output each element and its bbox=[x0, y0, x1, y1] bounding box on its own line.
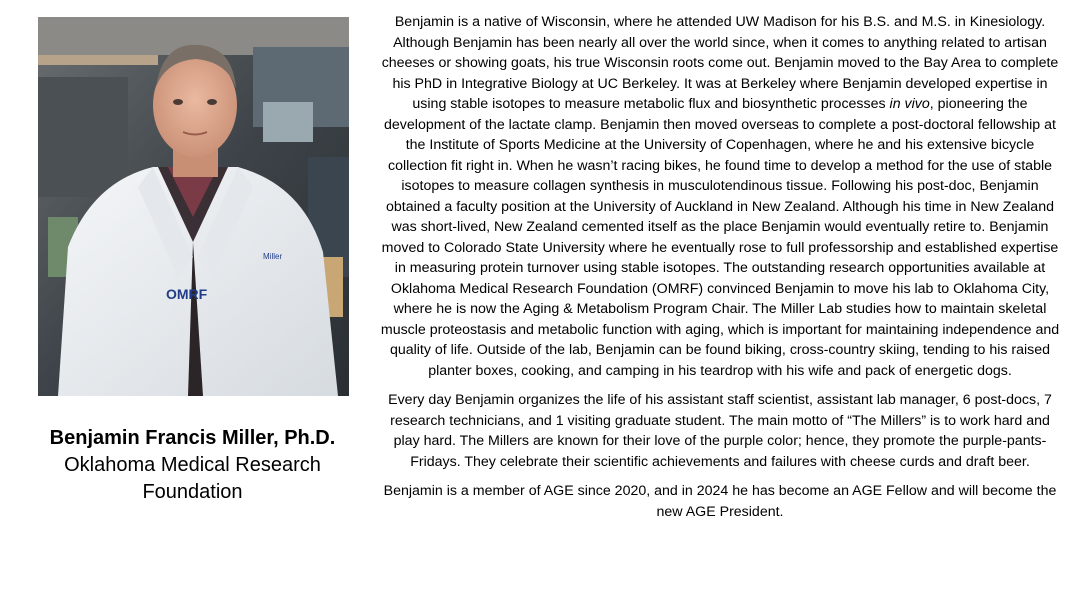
coat-logo: OMRF bbox=[166, 286, 208, 302]
bio-paragraph-1 bbox=[380, 12, 1060, 381]
portrait-photo bbox=[38, 17, 349, 396]
organization-line-2: Foundation bbox=[142, 481, 243, 503]
bio-p1-text: Benjamin is a native of Wisconsin, where he attended UW Madison for his B.S. and M.S. in Kinesiology. Although Benjamin has been nearly all over the world since, when it comes to anything related to artisan cheeses or showing goats, his true Wisconsin roots come out. Benjamin moved to the Bay Area to complete his PhD in Integrative Biology at UC Berkeley. It was at Berkeley where Benjamin developed expertise in using stable isotopes to measure metabolic flux and biosynthetic processes bbox=[381, 14, 1059, 112]
profile-caption bbox=[20, 425, 365, 506]
portrait-illustration bbox=[38, 17, 349, 396]
biography bbox=[380, 12, 1060, 522]
bio-p1-italic: in vivo bbox=[889, 96, 930, 112]
coat-name-embroidery: Miller bbox=[263, 252, 283, 261]
bio-paragraph-3: Benjamin is a member of AGE since 2020, and in 2024 he has become an AGE Fellow and will become the new AGE President. bbox=[383, 483, 1057, 520]
organization-line-1: Oklahoma Medical Research bbox=[64, 454, 321, 476]
bio-paragraph-2: Every day Benjamin organizes the life of his assistant staff scientist, assistant lab manager, 6 post-docs, 7 research technicians, and 1 visiting graduate student. The main motto of “The Millers” is to work hard and play hard. The Millers are known for their love of the purple color; hence, they promote the purple-pants-Fridays. They celebrate their scientific achievements and failures with cheese curds and draft beer. bbox=[388, 392, 1052, 470]
person-name: Benjamin Francis Miller, Ph.D. bbox=[49, 427, 336, 449]
bio-p1-text-cont: , pioneering the development of the lactate clamp. Benjamin then moved overseas to complete a post-doctoral fellowship at the Institute of Sports Medicine at the University of Copenhagen, where he and his extensive bicycle collection fit right in. When he wasn’t racing bikes, he found time to develop a method for the use of stable isotopes to measure collagen synthesis in musculotendinous tissue. Following his post-doc, Benjamin obtained a faculty position at the University of Auckland in New Zealand. Although his time in New Zealand was short-lived, New Zealand cemented itself as the place Benjamin would eventually retire to. Benjamin moved to Colorado State University where he eventually rose to full professorship and established expertise in measuring protein turnover using stable isotopes. The outstanding research opportunities available at Oklahoma Medical Research Foundation (OMRF) convinced Benjamin to move his lab to Oklahoma City, where he is now the Aging & Metabolism Program Chair. The Miller Lab studies how to maintain skeletal muscle proteostasis and metabolic function with aging, which is important for maintaining independence and quality of life. Outside of the lab, Benjamin can be found biking, cross-country skiing, tending to his raised planter boxes, cooking, and camping in his teardrop with his wife and pack of energetic dogs. bbox=[380, 96, 1060, 379]
